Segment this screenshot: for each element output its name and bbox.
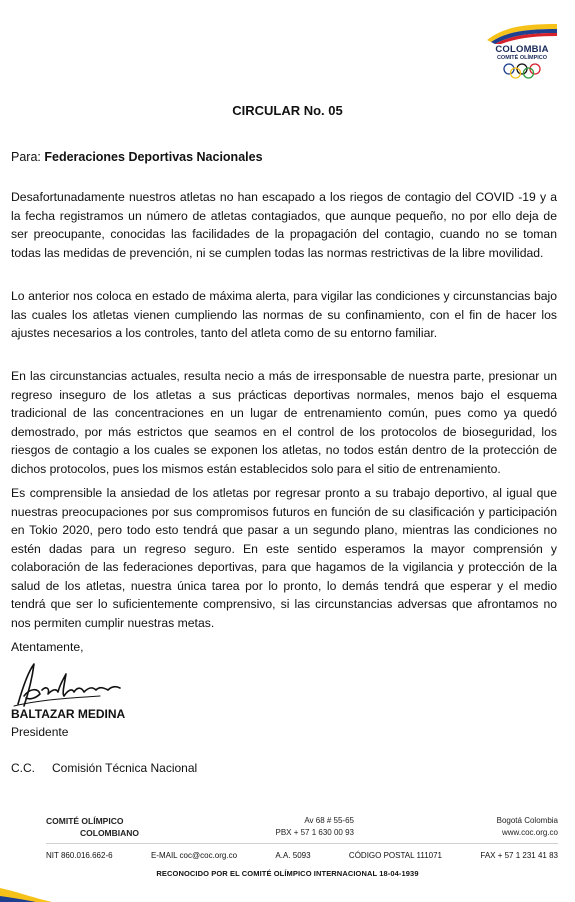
coc-logo — [478, 22, 566, 88]
footer-address — [248, 815, 354, 839]
logo-country: COLOMBIA — [495, 44, 549, 55]
recipient-label: Para: — [11, 150, 41, 164]
footer-org-line2: COLOMBIANO — [80, 828, 140, 838]
handwritten-signature — [8, 660, 128, 710]
footer-pbx: PBX + 57 1 630 00 93 — [275, 828, 354, 837]
signer-role: Presidente — [11, 725, 69, 739]
footer-divider — [46, 843, 558, 844]
footer-email[interactable]: E-MAIL coc@coc.org.co — [150, 851, 238, 860]
footer-nit: NIT 860.016.662-6 — [46, 851, 113, 860]
olympic-rings-icon — [502, 63, 542, 79]
footer-recognition: RECONOCIDO POR EL COMITÉ OLÍMPICO INTERNACIONAL 18-04-1939 — [156, 869, 419, 878]
footer-street: Av 68 # 55-65 — [304, 816, 354, 825]
footer-fax: FAX + 57 1 231 41 83 — [480, 851, 558, 860]
logo-subtitle: COMITÉ OLÍMPICO — [496, 55, 548, 61]
corner-swoosh-decoration — [0, 878, 60, 902]
closing-salutation: Atentamente, — [11, 640, 84, 654]
footer-web[interactable]: www.coc.org.co — [501, 828, 558, 837]
body-paragraph-1: Desafortunadamente nuestros atletas no han escapado a los riegos de contagio del COVID -19 y a la fecha registramos un número de atletas contagiados, que aunque pequeño, no por ello deja de ser preocupante, conocidas las facilidades de la propagación del contagio, cuando no se toman todas las medidas de prevención, ni se cumplen todas las normas restrictivas de la libre movilidad. — [11, 190, 557, 260]
cc-value: Comisión Técnica Nacional — [52, 761, 198, 775]
footer-location — [430, 815, 558, 839]
document-title: CIRCULAR No. 05 — [232, 103, 343, 118]
footer-aa: A.A. 5093 — [275, 851, 311, 860]
recipient-line — [11, 150, 263, 164]
cc-label: C.C. — [11, 761, 35, 775]
footer-contact-row — [46, 851, 558, 860]
footer-postal: CÓDIGO POSTAL 111071 — [348, 851, 442, 860]
footer-city: Bogotá Colombia — [496, 816, 558, 825]
footer-organization — [46, 815, 139, 839]
flag-ribbon-icon — [485, 22, 559, 44]
body-paragraph-4: Es comprensible la ansiedad de los atletas por regresar pronto a su trabajo deportivo, al igual que nuestras preocupaciones por sus compromisos futuros en función de su clasificación y participación en Tokio 2020, pero todo esto tendrá que pasar a un segundo plano, mientras las condiciones no estén dadas para un regreso seguro. En este sentido esperamos la mayor comprensión y colaboración de las federaciones deportivas, para que hagamos de la vigilancia y protección de la salud de los atletas, nuestra única tarea por lo pronto, lo demás tendrá que esperar y el medio tendrá que ser lo suficientemente comprensivo, si las circunstancias adversas que afrontamos no nos permiten cumplir nuestras metas. — [11, 486, 557, 630]
body-paragraph-3: En las circunstancias actuales, resulta necio a más de irresponsable de nuestra parte, presionar un regreso inseguro de los atletas a sus prácticas deportivas normales, menos bajo el esquema tradicional de las concentraciones en un lugar de entrenamiento común, pues como ya quedó demostrado, por más estrictos que seamos en el control de los protocolos de bioseguridad, los riesgos de contagio a los cuales se exponen los atletas, no todos están dentro de la protección de dichos protocolos, pues los mismos están establecidos solo para el sitio de entrenamiento. — [11, 369, 557, 476]
signer-name: BALTAZAR MEDINA — [11, 707, 126, 721]
body-paragraph-2: Lo anterior nos coloca en estado de máxima alerta, para vigilar las condiciones y circunstancias bajo las cuales los atletas vienen cumpliendo las normas de su confinamiento, con el fin de hacer los ajustes necesarios a los controles, tanto del atleta como de su entorno familiar. — [11, 289, 557, 340]
footer-org-line1: COMITÉ OLÍMPICO — [46, 816, 124, 826]
recipient-value: Federaciones Deportivas Nacionales — [44, 150, 263, 164]
